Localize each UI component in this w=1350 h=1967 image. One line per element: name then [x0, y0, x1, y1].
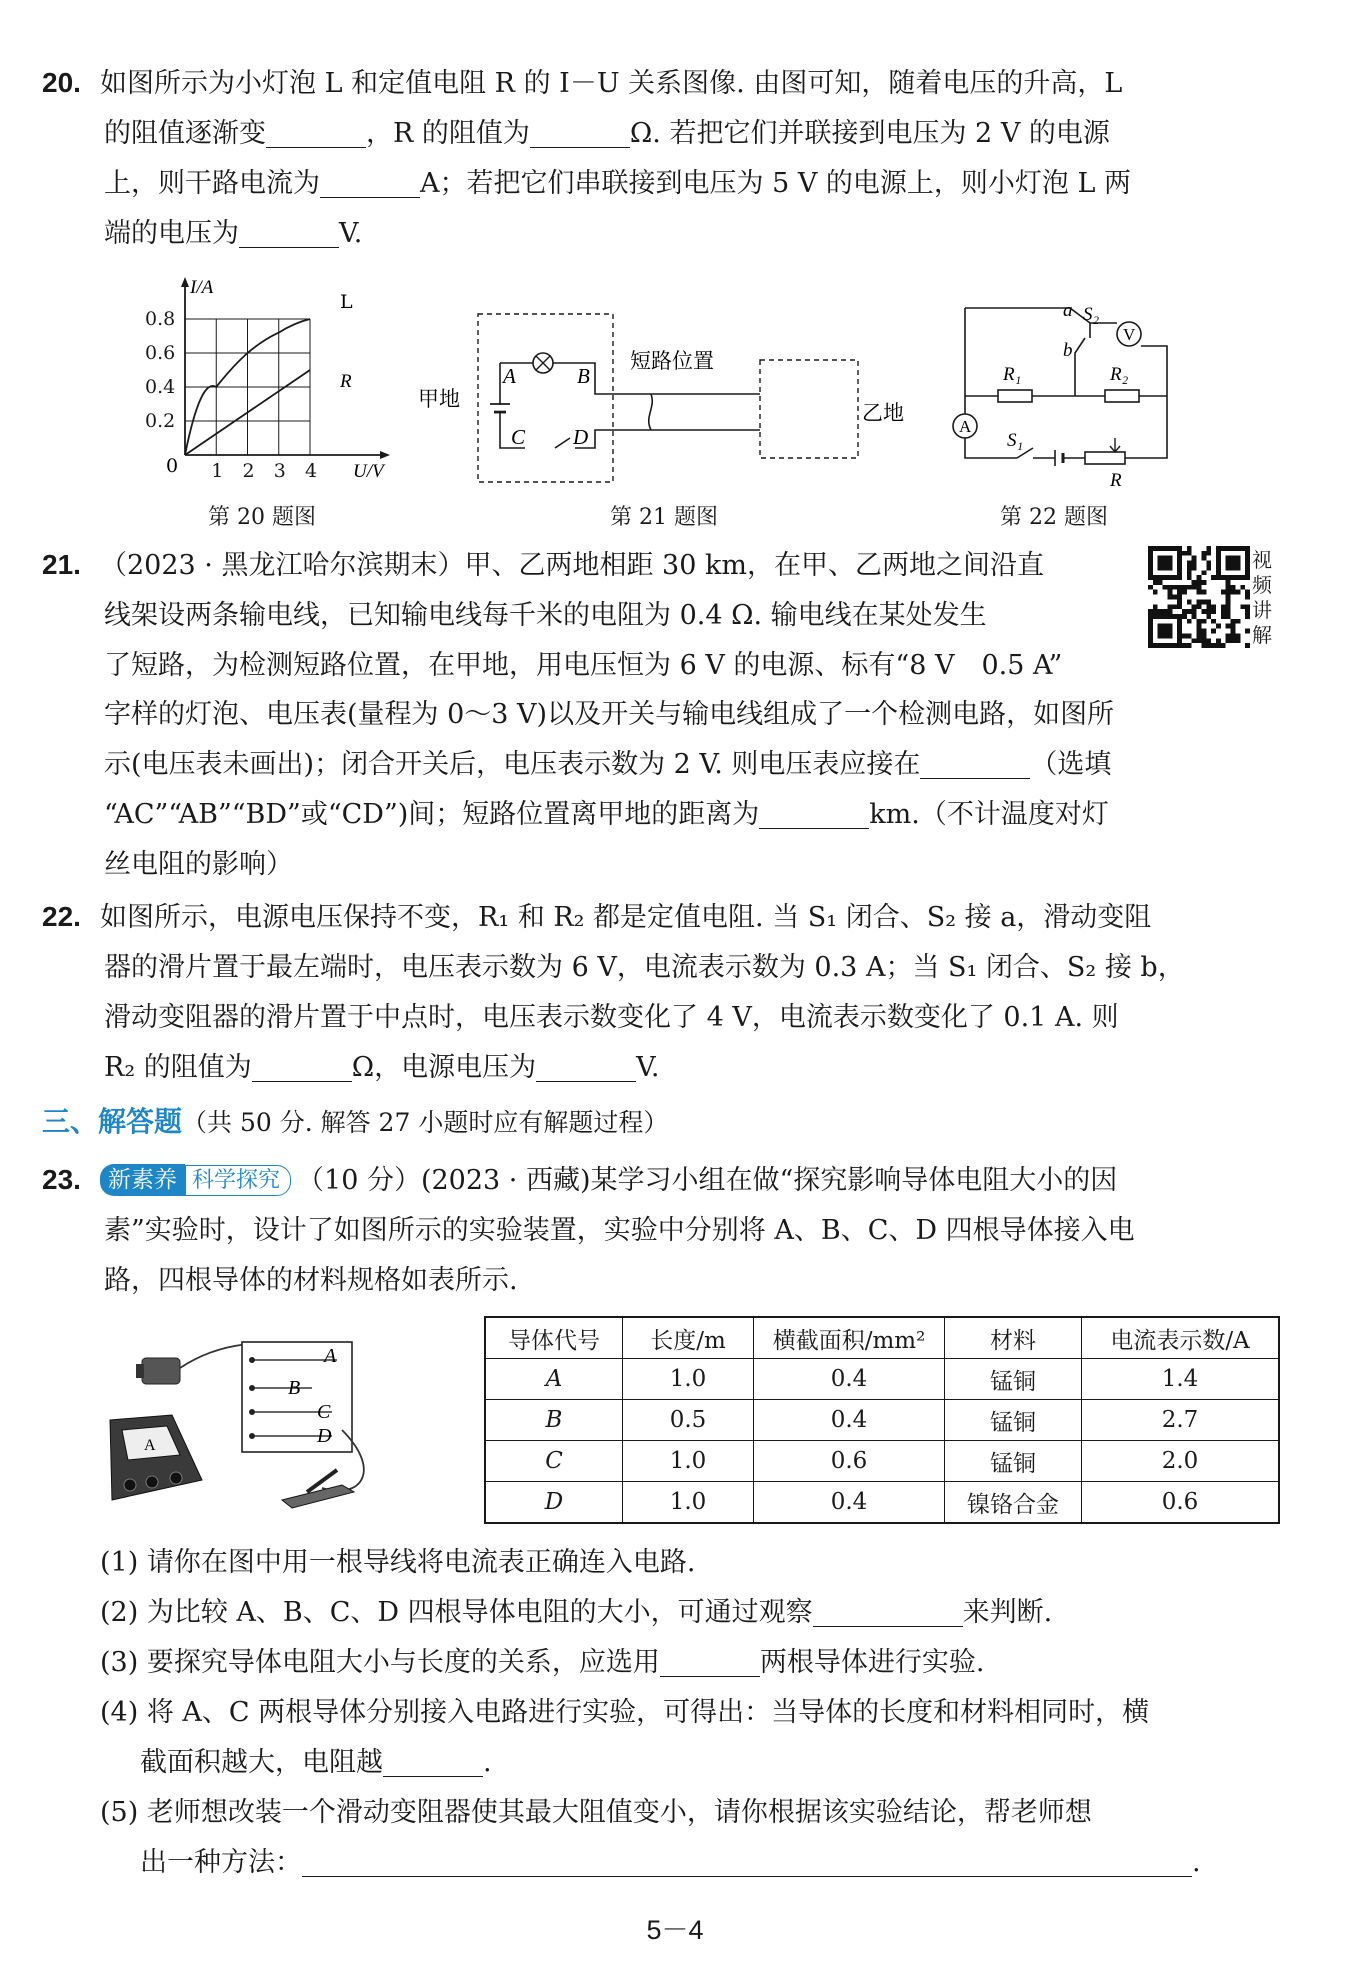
answer-blank[interactable] — [383, 1746, 483, 1777]
table-cell: 1.0 — [623, 1441, 754, 1482]
question-22 — [42, 892, 1282, 1093]
curve-label-L: L — [340, 291, 353, 313]
q21-line6b: km.（不计温度对灯 — [869, 799, 1109, 830]
x-axis-arrow — [380, 451, 390, 459]
qr-code-icon[interactable] — [1148, 546, 1250, 648]
chart-grid — [185, 319, 310, 455]
resistor-R2 — [1105, 390, 1139, 402]
q21-line3: 了短路，为检测短路位置，在甲地，用电压恒为 6 V 的电源、标有“8 V 0.5 A” — [104, 650, 1063, 681]
node-B: B — [577, 364, 590, 388]
table-cell: 锰铜 — [945, 1359, 1082, 1400]
conductor-label-A: A — [324, 1345, 337, 1367]
badge-new-literacy: 新素养 — [100, 1164, 185, 1196]
answer-blank[interactable] — [759, 798, 869, 829]
conductor-spec-table — [484, 1316, 1280, 1524]
battery-icon — [142, 1358, 180, 1384]
q20-line2c: Ω. 若把它们并联接到电压为 2 V 的电源 — [629, 118, 1110, 149]
label-R2: R₂ — [1110, 364, 1129, 385]
q23-sub4c: . — [483, 1747, 492, 1778]
q23-subquestions — [100, 1538, 1280, 1888]
q21-line5b: （选填 — [1030, 749, 1112, 780]
q22-line3: 滑动变阻器的滑片置于中点时，电压表示数变化了 4 V，电流表示数变化了 0.1 A. 则 — [104, 1002, 1119, 1033]
node-C: C — [511, 425, 526, 449]
table-body — [485, 1359, 1279, 1524]
video-explanation-label[interactable]: 视频讲解 — [1252, 548, 1272, 647]
fault-circuit-diagram — [410, 308, 930, 493]
q23-sub3a: (3) 要探究导体电阻大小与长度的关系，应选用 — [100, 1647, 660, 1678]
experiment-apparatus-illustration — [92, 1320, 392, 1520]
contact-a: a — [1063, 300, 1073, 321]
table-header: 横截面积/mm² — [754, 1317, 945, 1359]
curve-label-R: R — [340, 371, 352, 392]
answer-blank[interactable] — [239, 217, 339, 248]
iu-graph — [140, 275, 410, 490]
answer-blank[interactable] — [320, 167, 420, 198]
node-A: A — [503, 364, 516, 388]
q22-line4b: Ω，电源电压为 — [351, 1052, 537, 1083]
table-cell: 0.4 — [754, 1359, 945, 1400]
table-cell: 0.4 — [754, 1400, 945, 1441]
question-number: 23. — [42, 1164, 81, 1195]
table-header: 材料 — [945, 1317, 1082, 1359]
q21-line6a: “AC”“AB”“BD”或“CD”)间；短路位置离甲地的距离为 — [104, 799, 760, 830]
q23-sub4b: 截面积越大，电阻越 — [140, 1747, 383, 1778]
table-row — [485, 1441, 1279, 1482]
label-yi: 乙地 — [862, 401, 904, 425]
q21-line4: 字样的灯泡、电压表(量程为 0～3 V)以及开关与输电线组成了一个检测电路，如图所 — [104, 699, 1115, 730]
q20-line4a: 端的电压为 — [104, 218, 239, 249]
label-S1: S₁ — [1007, 430, 1024, 451]
q20-line4b: V. — [339, 218, 363, 249]
label-jia: 甲地 — [418, 387, 460, 411]
page-number: 5－4 — [646, 1915, 704, 1945]
q23-line1: （10 分）(2023 · 西藏)某学习小组在做“探究影响导体电阻大小的因 — [297, 1165, 1118, 1196]
y-axis-label: I/A — [190, 277, 214, 298]
x-tick-label: 3 — [273, 460, 286, 482]
q22-line1: 如图所示，电源电压保持不变，R₁ 和 R₂ 都是定值电阻. 当 S₁ 闭合、S₂ 接 a，滑动变阻 — [100, 902, 1152, 933]
answer-blank[interactable] — [920, 748, 1030, 779]
table-cell: 镍铬合金 — [945, 1482, 1082, 1524]
answer-blank[interactable] — [266, 117, 366, 148]
y-tick-label: 0.2 — [145, 410, 176, 432]
answer-blank[interactable] — [252, 1051, 352, 1082]
contact-b: b — [1063, 340, 1073, 361]
answer-blank[interactable] — [813, 1596, 963, 1627]
question-number: 20. — [42, 67, 81, 98]
q23-line3: 路，四根导体的材料规格如表所示. — [104, 1265, 518, 1296]
q20-line2a: 的阻值逐渐变 — [104, 118, 266, 149]
q20-line1: 如图所示为小灯泡 L 和定值电阻 R 的 I－U 关系图像. 由图可知，随着电压的升高，L — [100, 68, 1123, 99]
figure-caption-20: 第 20 题图 — [208, 505, 316, 530]
conductor-label-B: B — [288, 1377, 301, 1399]
lower-wire — [500, 363, 760, 448]
origin-label: 0 — [166, 455, 179, 477]
table-header: 长度/m — [623, 1317, 754, 1359]
q23-sub1: (1) 请你在图中用一根导线将电流表正确连入电路. — [100, 1547, 696, 1578]
section-title: 三、解答题 — [42, 1105, 183, 1138]
x-axis-label: U/V — [353, 461, 384, 482]
q23-sub5a: (5) 老师想改装一个滑动变阻器使其最大阻值变小，请你根据该实验结论，帮老师想 — [100, 1797, 1092, 1828]
q23-sub2b: 来判断. — [962, 1597, 1053, 1628]
label-short: 短路位置 — [630, 349, 714, 373]
question-number: 21. — [42, 549, 81, 580]
question-20 — [42, 58, 1282, 259]
table-cell: 锰铜 — [945, 1400, 1082, 1441]
question-21 — [42, 540, 1142, 691]
figure-caption-22: 第 22 题图 — [1000, 505, 1108, 530]
answer-blank[interactable] — [530, 117, 630, 148]
q20-line3b: A；若把它们串联接到电压为 5 V 的电源上，则小灯泡 L 两 — [420, 168, 1132, 199]
station-jia-box — [478, 314, 613, 482]
label-A: A — [959, 417, 972, 436]
table-row — [485, 1482, 1279, 1524]
switch-icon — [282, 1485, 354, 1508]
q21-line7: 丝电阻的影响） — [104, 849, 293, 880]
table-header: 导体代号 — [485, 1317, 623, 1359]
table-cell: 0.6 — [754, 1441, 945, 1482]
table-header: 电流表示数/A — [1082, 1317, 1280, 1359]
q22-line2: 器的滑片置于最左端时，电压表示数为 6 V，电流表示数为 0.3 A；当 S₁ 闭合、S₂ 接 b， — [104, 952, 1185, 983]
q20-line2b: ，R 的阻值为 — [366, 118, 530, 149]
q23-sub4a: (4) 将 A、C 两根导体分别接入电路进行实验，可得出：当导体的长度和材料相同时，横 — [100, 1697, 1150, 1728]
x-tick-label: 2 — [242, 460, 255, 482]
badge-science-inquiry: 科学探究 — [185, 1165, 291, 1196]
y-axis-arrow — [181, 277, 189, 287]
conductor-label-D: D — [317, 1425, 332, 1447]
label-R: R — [1110, 470, 1122, 491]
section-heading — [42, 1098, 668, 1147]
table-cell: 2.0 — [1082, 1441, 1280, 1482]
table-cell: 锰铜 — [945, 1441, 1082, 1482]
table-cell: 0.5 — [623, 1400, 754, 1441]
label-R1: R₁ — [1003, 364, 1022, 385]
ammeter-label: A — [144, 1437, 156, 1454]
figure-caption-21: 第 21 题图 — [610, 505, 718, 530]
q23-sub2a: (2) 为比较 A、B、C、D 四根导体电阻的大小，可通过观察 — [100, 1597, 813, 1628]
label-V: V — [1123, 325, 1136, 344]
resistor-R1 — [998, 390, 1032, 402]
q21-line5a: 示(电压表未画出)；闭合开关后，电压表示数为 2 V. 则电压表应接在 — [104, 749, 921, 780]
station-yi-box — [760, 360, 858, 458]
switch-circuit-diagram — [945, 298, 1185, 493]
label-S2: S₂ — [1083, 304, 1100, 325]
y-tick-label: 0.6 — [145, 342, 176, 364]
x-tick-label: 4 — [305, 460, 318, 482]
question-21-cont — [42, 690, 1282, 890]
answer-blank[interactable] — [660, 1646, 760, 1677]
y-tick-label: 0.8 — [145, 308, 176, 330]
x-tick-label: 1 — [211, 460, 224, 482]
question-number: 22. — [42, 901, 81, 932]
short-wire — [649, 394, 653, 430]
table-row — [485, 1359, 1279, 1400]
table-cell: 1.0 — [623, 1359, 754, 1400]
question-23 — [42, 1155, 1282, 1306]
table-cell: C — [485, 1441, 623, 1482]
section-note: （共 50 分. 解答 27 小题时应有解题过程） — [182, 1108, 669, 1137]
q23-sub5b: 出一种方法： — [140, 1847, 302, 1878]
rheostat-icon — [1085, 452, 1125, 464]
y-tick-label: 0.4 — [145, 376, 176, 398]
answer-blank[interactable] — [536, 1051, 636, 1082]
table-row — [485, 1400, 1279, 1441]
q22-line4a: R₂ 的阻值为 — [104, 1052, 252, 1083]
answer-blank[interactable] — [302, 1846, 1192, 1877]
q23-line2: 素”实验时，设计了如图所示的实验装置，实验中分别将 A、B、C、D 四根导体接入电 — [104, 1215, 1135, 1246]
table-cell: B — [485, 1400, 623, 1441]
table-cell: 0.6 — [1082, 1482, 1280, 1524]
table-cell: 2.7 — [1082, 1400, 1280, 1441]
conductor-label-C: C — [317, 1401, 331, 1423]
q21-line2: 线架设两条输电线，已知输电线每千米的电阻为 0.4 Ω. 输电线在某处发生 — [104, 600, 987, 631]
q20-line3a: 上，则干路电流为 — [104, 168, 320, 199]
table-cell: A — [485, 1359, 623, 1400]
q23-sub5c: . — [1192, 1847, 1201, 1878]
node-D: D — [573, 425, 589, 449]
table-cell: 1.4 — [1082, 1359, 1280, 1400]
q21-line1: （2023 · 黑龙江哈尔滨期末）甲、乙两地相距 30 km，在甲、乙两地之间沿直 — [100, 550, 1044, 581]
q23-sub3b: 两根导体进行实验. — [759, 1647, 985, 1678]
table-cell: 1.0 — [623, 1482, 754, 1524]
table-cell: D — [485, 1482, 623, 1524]
table-cell: 0.4 — [754, 1482, 945, 1524]
q22-line4c: V. — [636, 1052, 660, 1083]
